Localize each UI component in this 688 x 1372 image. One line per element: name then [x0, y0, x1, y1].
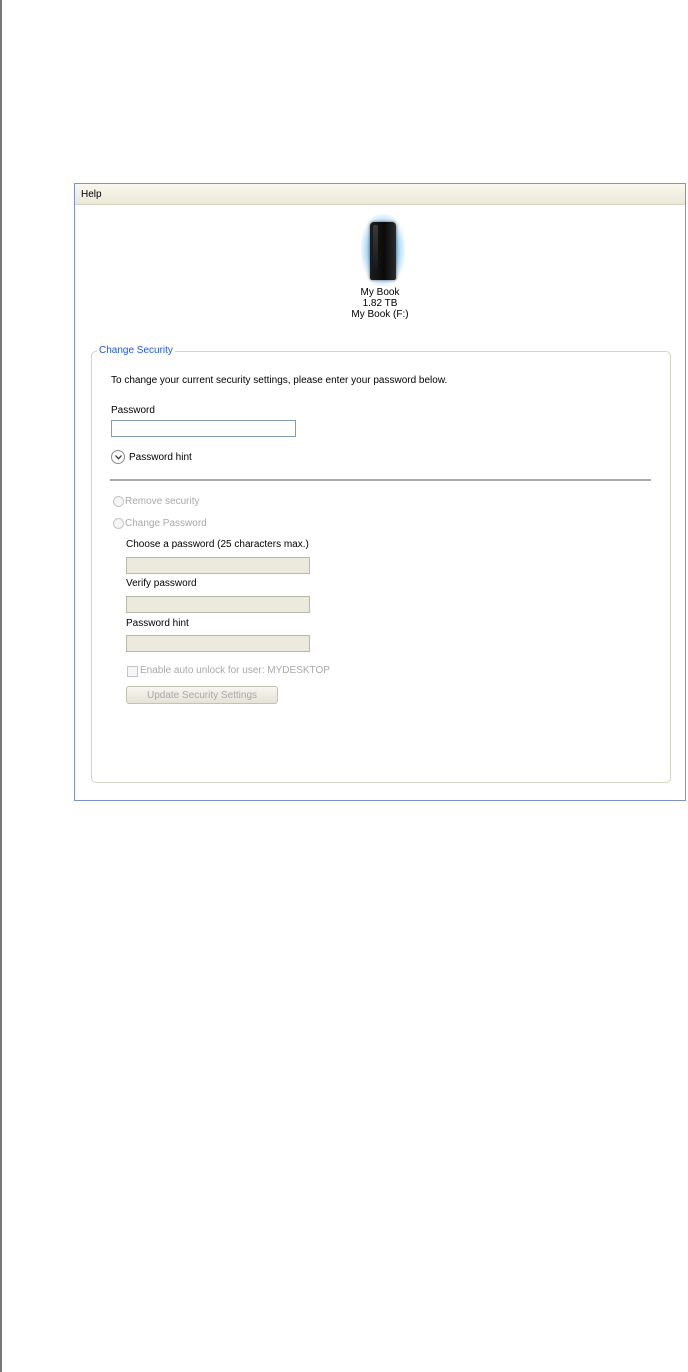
drive-volume: My Book (F:)	[351, 309, 409, 320]
drive-body	[370, 222, 396, 280]
password-label: Password	[111, 405, 155, 416]
change-password-label: Change Password	[125, 518, 207, 529]
verify-password-label: Verify password	[126, 578, 197, 589]
chevron-down-icon[interactable]	[111, 450, 125, 464]
menu-item-help[interactable]: Help	[81, 189, 102, 200]
drive-labels	[75, 287, 685, 320]
password-hint-toggle-label: Password hint	[129, 452, 192, 463]
password-input[interactable]	[111, 420, 296, 437]
change-password-radio[interactable]	[113, 518, 124, 529]
update-security-settings-button[interactable]: Update Security Settings	[126, 686, 278, 704]
auto-unlock-label: Enable auto unlock for user: MYDESKTOP	[140, 665, 330, 676]
remove-security-label: Remove security	[125, 496, 200, 507]
instruction-text: To change your current security settings, please enter your password below.	[111, 375, 448, 386]
page-margin-rule	[0, 0, 2, 1372]
new-password-input[interactable]	[126, 557, 310, 574]
drive-capacity: 1.82 TB	[362, 298, 398, 309]
password-hint-toggle[interactable]	[111, 450, 251, 466]
drive-name: My Book	[360, 287, 400, 298]
section-divider	[110, 479, 651, 481]
change-security-legend: Change Security	[99, 345, 173, 356]
password-hint-input[interactable]	[126, 635, 310, 652]
remove-security-radio[interactable]	[113, 496, 124, 507]
auto-unlock-checkbox[interactable]	[127, 666, 138, 677]
drive-selector	[75, 208, 685, 318]
password-hint-label: Password hint	[126, 618, 189, 629]
external-hard-drive-icon[interactable]	[361, 214, 405, 286]
wd-security-window	[74, 183, 686, 801]
menu-bar	[75, 184, 685, 205]
new-password-label: Choose a password (25 characters max.)	[126, 539, 309, 550]
verify-password-input[interactable]	[126, 596, 310, 613]
